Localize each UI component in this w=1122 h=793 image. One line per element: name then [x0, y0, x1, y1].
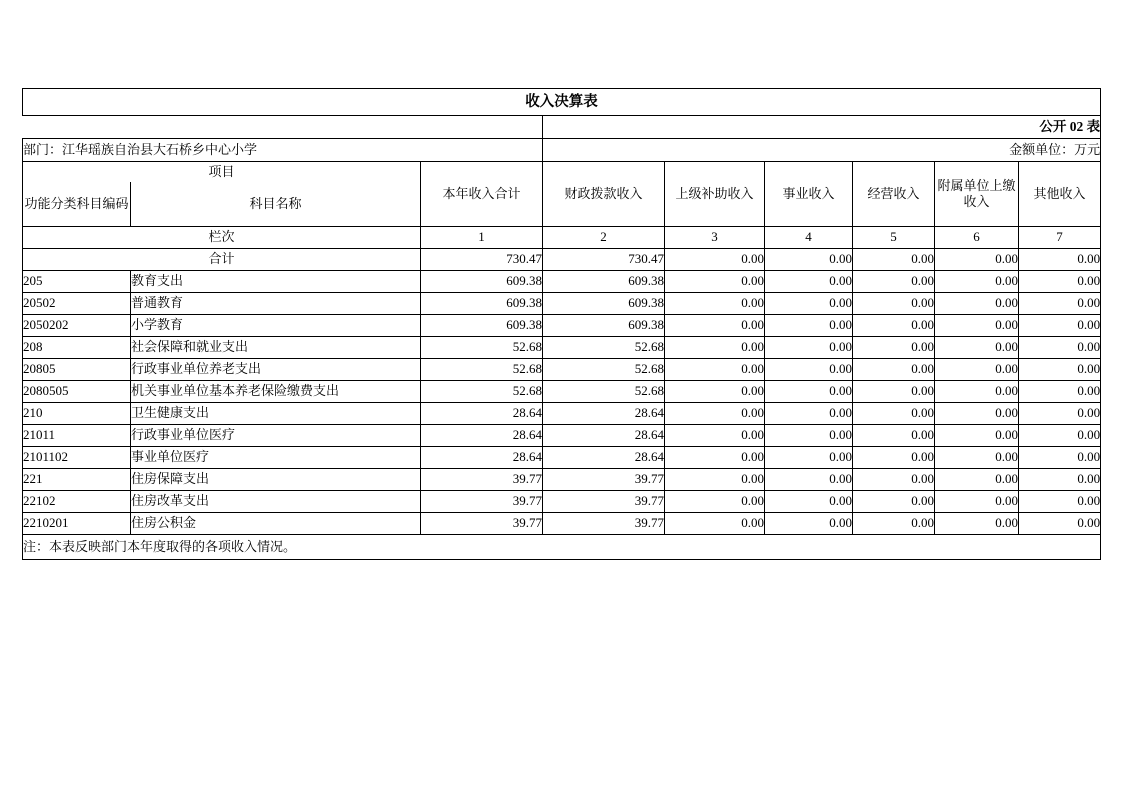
row-value-4: 0.00: [853, 403, 935, 425]
row-value-4: 0.00: [853, 469, 935, 491]
row-code: 2210201: [23, 513, 131, 535]
table-row: [23, 381, 1101, 403]
note-row: [23, 535, 1101, 560]
row-value-4: 0.00: [853, 381, 935, 403]
row-value-1: 609.38: [543, 293, 665, 315]
column-index-5: 6: [935, 227, 1019, 249]
row-value-6: 0.00: [1019, 315, 1101, 337]
row-value-2: 0.00: [665, 425, 765, 447]
row-value-1: 609.38: [543, 271, 665, 293]
row-value-6: 0.00: [1019, 403, 1101, 425]
row-value-5: 0.00: [935, 315, 1019, 337]
row-name: 住房保障支出: [131, 469, 421, 491]
row-name: 住房公积金: [131, 513, 421, 535]
row-value-4: 0.00: [853, 359, 935, 381]
row-value-6: 0.00: [1019, 425, 1101, 447]
department-label: 部门：江华瑶族自治县大石桥乡中心小学: [23, 139, 543, 162]
row-value-5: 0.00: [935, 469, 1019, 491]
row-value-6: 0.00: [1019, 381, 1101, 403]
row-value-2: 0.00: [665, 359, 765, 381]
row-value-2: 0.00: [665, 403, 765, 425]
row-value-5: 0.00: [935, 513, 1019, 535]
row-value-5: 0.00: [935, 491, 1019, 513]
row-value-1: 52.68: [543, 337, 665, 359]
table-row: [23, 293, 1101, 315]
row-value-2: 0.00: [665, 447, 765, 469]
header-row-1: [23, 162, 1101, 183]
row-value-3: 0.00: [765, 337, 853, 359]
row-value-4: 0.00: [853, 293, 935, 315]
row-value-6: 0.00: [1019, 491, 1101, 513]
total-label: 合计: [23, 249, 421, 271]
row-value-1: 39.77: [543, 491, 665, 513]
column-index-4: 5: [853, 227, 935, 249]
row-value-3: 0.00: [765, 469, 853, 491]
row-value-0: 39.77: [421, 513, 543, 535]
title-row: [23, 89, 1101, 116]
page-title: 收入决算表: [23, 89, 1101, 116]
row-value-6: 0.00: [1019, 271, 1101, 293]
column-index-2: 3: [665, 227, 765, 249]
row-value-5: 0.00: [935, 293, 1019, 315]
table-row: [23, 513, 1101, 535]
row-value-3: 0.00: [765, 381, 853, 403]
total-value-1: 730.47: [543, 249, 665, 271]
row-name: 机关事业单位基本养老保险缴费支出: [131, 381, 421, 403]
column-index-3: 4: [765, 227, 853, 249]
row-name: 普通教育: [131, 293, 421, 315]
row-value-4: 0.00: [853, 337, 935, 359]
row-code: 208: [23, 337, 131, 359]
table-row: [23, 491, 1101, 513]
public-form-number: 公开 02 表: [543, 116, 1101, 139]
row-name: 行政事业单位养老支出: [131, 359, 421, 381]
row-value-5: 0.00: [935, 447, 1019, 469]
column-index-6: 7: [1019, 227, 1101, 249]
row-value-5: 0.00: [935, 403, 1019, 425]
row-value-2: 0.00: [665, 315, 765, 337]
table-row: [23, 315, 1101, 337]
table-row: [23, 403, 1101, 425]
row-code: 2050202: [23, 315, 131, 337]
row-value-5: 0.00: [935, 271, 1019, 293]
row-value-0: 28.64: [421, 425, 543, 447]
row-value-2: 0.00: [665, 491, 765, 513]
column-header-2: 上级补助收入: [665, 162, 765, 227]
row-value-0: 39.77: [421, 469, 543, 491]
row-value-4: 0.00: [853, 491, 935, 513]
column-index-1: 2: [543, 227, 665, 249]
row-value-5: 0.00: [935, 425, 1019, 447]
row-value-3: 0.00: [765, 403, 853, 425]
total-value-6: 0.00: [1019, 249, 1101, 271]
row-value-4: 0.00: [853, 513, 935, 535]
row-code: 2080505: [23, 381, 131, 403]
table-row: [23, 359, 1101, 381]
row-value-0: 28.64: [421, 447, 543, 469]
row-value-6: 0.00: [1019, 469, 1101, 491]
column-header-0: 本年收入合计: [421, 162, 543, 227]
row-value-2: 0.00: [665, 293, 765, 315]
row-value-1: 28.64: [543, 403, 665, 425]
row-value-2: 0.00: [665, 337, 765, 359]
row-value-6: 0.00: [1019, 447, 1101, 469]
row-code: 205: [23, 271, 131, 293]
row-value-2: 0.00: [665, 469, 765, 491]
income-final-account-sheet: [22, 88, 1100, 560]
row-value-1: 609.38: [543, 315, 665, 337]
row-value-5: 0.00: [935, 359, 1019, 381]
table-row: [23, 469, 1101, 491]
row-code: 2101102: [23, 447, 131, 469]
item-group-header: 项目: [23, 162, 421, 183]
column-header-6: 其他收入: [1019, 162, 1101, 227]
row-name: 教育支出: [131, 271, 421, 293]
row-code: 22102: [23, 491, 131, 513]
row-value-2: 0.00: [665, 381, 765, 403]
row-value-1: 28.64: [543, 425, 665, 447]
column-index-row: [23, 227, 1101, 249]
row-value-0: 609.38: [421, 271, 543, 293]
row-value-2: 0.00: [665, 271, 765, 293]
spacer-left: [23, 116, 543, 139]
row-value-3: 0.00: [765, 447, 853, 469]
column-header-3: 事业收入: [765, 162, 853, 227]
row-value-0: 609.38: [421, 315, 543, 337]
table-row: [23, 271, 1101, 293]
row-name: 住房改革支出: [131, 491, 421, 513]
row-value-6: 0.00: [1019, 513, 1101, 535]
column-header-1: 财政拨款收入: [543, 162, 665, 227]
row-value-1: 52.68: [543, 381, 665, 403]
table-row: [23, 447, 1101, 469]
total-row: [23, 249, 1101, 271]
row-code: 221: [23, 469, 131, 491]
row-value-3: 0.00: [765, 359, 853, 381]
row-value-2: 0.00: [665, 513, 765, 535]
table-note: 注：本表反映部门本年度取得的各项收入情况。: [23, 535, 1101, 560]
row-name: 卫生健康支出: [131, 403, 421, 425]
row-value-6: 0.00: [1019, 293, 1101, 315]
row-code: 20502: [23, 293, 131, 315]
row-value-3: 0.00: [765, 491, 853, 513]
row-value-1: 39.77: [543, 469, 665, 491]
total-value-4: 0.00: [853, 249, 935, 271]
row-value-0: 52.68: [421, 337, 543, 359]
row-name: 小学教育: [131, 315, 421, 337]
row-value-3: 0.00: [765, 425, 853, 447]
row-value-1: 39.77: [543, 513, 665, 535]
row-code: 210: [23, 403, 131, 425]
amount-unit-label: 金额单位：万元: [543, 139, 1101, 162]
row-value-6: 0.00: [1019, 337, 1101, 359]
header-function-code: 功能分类科目编码: [23, 182, 131, 227]
row-value-3: 0.00: [765, 293, 853, 315]
row-value-1: 52.68: [543, 359, 665, 381]
column-header-5: 附属单位上缴收入: [935, 162, 1019, 227]
row-value-1: 28.64: [543, 447, 665, 469]
row-value-5: 0.00: [935, 381, 1019, 403]
row-value-3: 0.00: [765, 513, 853, 535]
row-name: 事业单位医疗: [131, 447, 421, 469]
row-value-6: 0.00: [1019, 359, 1101, 381]
header-subject-name: 科目名称: [131, 182, 421, 227]
table-row: [23, 425, 1101, 447]
total-value-2: 0.00: [665, 249, 765, 271]
row-value-3: 0.00: [765, 271, 853, 293]
row-value-4: 0.00: [853, 425, 935, 447]
public-form-row: [23, 116, 1101, 139]
table-row: [23, 337, 1101, 359]
total-value-5: 0.00: [935, 249, 1019, 271]
row-name: 行政事业单位医疗: [131, 425, 421, 447]
row-value-0: 609.38: [421, 293, 543, 315]
row-value-0: 52.68: [421, 381, 543, 403]
row-name: 社会保障和就业支出: [131, 337, 421, 359]
row-value-5: 0.00: [935, 337, 1019, 359]
row-value-4: 0.00: [853, 447, 935, 469]
row-value-0: 28.64: [421, 403, 543, 425]
department-row: [23, 139, 1101, 162]
column-index-label: 栏次: [23, 227, 421, 249]
total-value-0: 730.47: [421, 249, 543, 271]
row-value-0: 52.68: [421, 359, 543, 381]
column-header-4: 经营收入: [853, 162, 935, 227]
total-value-3: 0.00: [765, 249, 853, 271]
row-value-0: 39.77: [421, 491, 543, 513]
row-value-4: 0.00: [853, 315, 935, 337]
row-value-4: 0.00: [853, 271, 935, 293]
row-code: 20805: [23, 359, 131, 381]
row-value-3: 0.00: [765, 315, 853, 337]
column-index-0: 1: [421, 227, 543, 249]
row-code: 21011: [23, 425, 131, 447]
income-table: [22, 88, 1101, 560]
